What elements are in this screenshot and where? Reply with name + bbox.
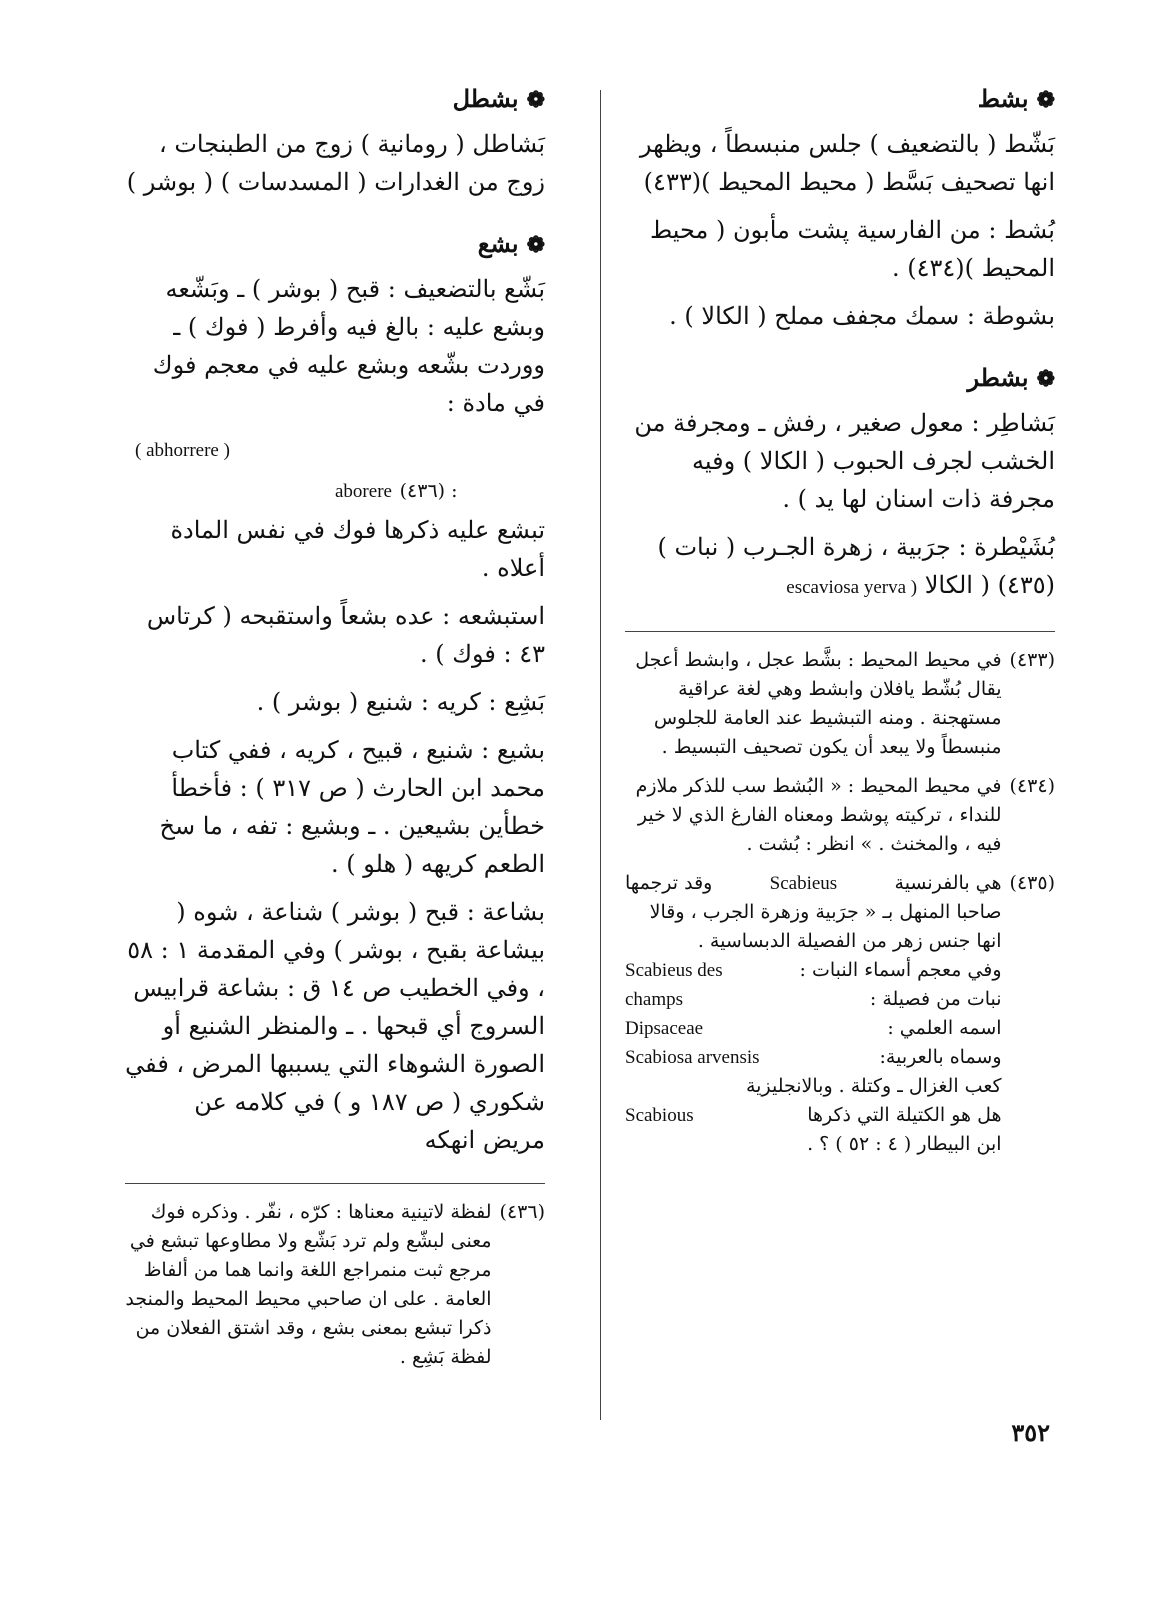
headword-text: بشطر (967, 363, 1029, 392)
paragraph: بشاعة : قبح ( بوشر ) شناعة ، شوه ( بيشاعة بقبح ، بوشر ) وفي المقدمة ١ : ٥٨ ، وفي الخطيب ص ١٤ ق : بشاعة قرابيس السروج أي قبحها . ـ والمنظر الشنيع أو الصورة الشوهاء التي يسببها المرض ، ففي شكوري ( ص ١٨٧ و ) في كلامه عن مريض انهكه (125, 898, 545, 1154)
paragraph: بَشاطِر : معول صغير ، رفش ـ ومجرفة من الخشب لجرف الحبوب ( الكالا ) وفيه مجرفة ذات اسنان لها يد ) . (634, 409, 1055, 513)
footnote-divider (125, 1183, 545, 1184)
headword (625, 359, 1055, 398)
flower-icon: ❁ (526, 87, 545, 113)
headword-text: بشطل (452, 84, 519, 113)
footnote (625, 772, 1055, 859)
footnote-line (625, 985, 1002, 1014)
paragraph: بُشط : من الفارسية پشت مأبون ( محيط المحيط )(٤٣٤) . (650, 216, 1055, 282)
headword-text: بشط (977, 84, 1029, 113)
footnotes (125, 1198, 545, 1372)
page-number: ٣٥٢ (1011, 1418, 1050, 1447)
headword (625, 80, 1055, 119)
paragraph: بَشِع : كريه : شنيع ( بوشر ) . (256, 688, 545, 716)
headword (125, 80, 545, 119)
footnote-text: وسماه بالعربية: (879, 1046, 1002, 1068)
entry-bashtar (625, 359, 1055, 607)
column-divider (600, 90, 601, 1420)
latin-term: aborere (335, 481, 392, 502)
latin-term: ( abhorrere ) (135, 440, 230, 461)
latin-block (125, 432, 545, 511)
footnote-text: وقد ترجمها (625, 872, 713, 894)
entry-bashat (625, 80, 1055, 335)
footnote (625, 869, 1055, 1159)
flower-icon: ❁ (1036, 366, 1055, 392)
paragraph: استبشعه : عده بشعاً واستقبحه ( كرتاس ٤٣ : فوك ) . (146, 602, 545, 668)
flower-icon: ❁ (526, 232, 545, 258)
footnote (125, 1198, 545, 1372)
footnote-text: هي بالفرنسية (894, 872, 1002, 894)
headword (125, 225, 545, 264)
paragraph (625, 528, 1055, 607)
footnote-text: في محيط المحيط : « البُشط سب للذكر ملازم للنداء ، تركيته پوشط ومعناه الفارغ الذي لا خير فيه ، والمخنث . » انظر : بُشت . (635, 775, 1002, 855)
footnote-ref: (٤٣٦) : (399, 480, 458, 502)
footnote-line (625, 1043, 1002, 1072)
footnote-line (625, 869, 1002, 898)
footnote-body (625, 869, 1002, 1159)
paragraph: تبشع عليه ذكرها فوك في نفس المادة أعلاه . (170, 516, 545, 582)
footnote-text: صاحبا المنهل بـ « جرَبية وزهرة الجرب ، وقالا انها جنس زهر من الفصيلة الدبساسية . (649, 901, 1002, 952)
footnote-text: في محيط المحيط : بشَّط عجل ، وابشط أعجل يقال بُشّط يافلان وابشط وهي لغة عراقية مستهجنة . ومنه التبشيط عند العامة للجلوس منبسطاً ولا يبعد أن يكون تصحيف التبسيط . (635, 649, 1002, 758)
footnote-text: لفظة لاتينية معناها : كرّه ، نفّر . وذكره فوك معنى لبشّع ولم ترد بَشّع ولا مطاوعها تبشع في مرجع ثبت منمراجع اللغة وانما هما من ألفاظ العامة . على ان صاحبي محيط المحيط والمنجد ذكرا تبشع بمعنى بشع ، وقد اشتق الفعلان من لفظة بَشِع . (125, 1201, 492, 1368)
footnote-text: وفي معجم أسماء النبات : (799, 959, 1002, 981)
footnote-text: اسمه العلمي : (887, 1017, 1002, 1039)
paragraph: بشيع : شنيع ، قبيح ، كريه ، ففي كتاب محمد ابن الحارث ( ص ٣١٧ ) : فأخطأ خطأين بشيعين . ـ وبشيع : تفه ، ما سخ الطعم كريهه ( هلو ) . (159, 736, 545, 878)
footnote-text: نبات من فصيلة : (869, 988, 1002, 1010)
paragraph: بشوطة : سمك مجفف مملح ( الكالا ) . (669, 302, 1055, 330)
latin-term: escaviosa yerva ) (786, 577, 918, 598)
paragraph: بَشّط ( بالتضعيف ) جلس منبسطاً ، ويظهر انها تصحيف بَسَّط ( محيط المحيط )(٤٣٣) (639, 130, 1055, 196)
paragraph-text: بُشَيْطرة : جرَبية ، زهرة الجـرب ( نبات )(٤٣٥) ( الكالا (657, 533, 1055, 599)
latin-term: Scabieus des (625, 960, 723, 981)
footnotes (625, 646, 1055, 1159)
paragraph: بَشّع بالتضعيف : قبح ( بوشر ) ـ وبَشّعه وبشع عليه : بالغ فيه وأفرط ( فوك ) ـ ووردت بشّعه وبشع عليه في معجم فوك في مادة : (152, 275, 545, 417)
footnote-text: هل هو الكتيلة التي ذكرها (807, 1104, 1002, 1126)
entry-bashaa (125, 225, 545, 1159)
paragraph: بَشاطل ( رومانية ) زوج من الطبنجات ، زوج من الغدارات ( المسدسات ) ( بوشر ) (126, 130, 545, 196)
footnote-text: ابن البيطار ( ٤ : ٥٢ ) ؟ . (807, 1133, 1002, 1155)
footnote-line (625, 1014, 1002, 1043)
latin-line (135, 470, 545, 511)
latin-term: Dipsaceae (625, 1018, 704, 1039)
footnote-text: كعب الغزال ـ وكتلة . وبالانجليزية (746, 1075, 1002, 1097)
footnote (625, 646, 1055, 762)
footnote-divider (625, 631, 1055, 632)
flower-icon: ❁ (1036, 87, 1055, 113)
latin-term: champs (625, 989, 684, 1010)
footnote-line (625, 956, 1002, 985)
entry-bashtal (125, 80, 545, 201)
footnote-number: (٤٣٥) (1009, 872, 1055, 894)
right-column (625, 80, 1055, 1169)
latin-term: Scabiosa arvensis (625, 1047, 760, 1068)
footnote-number: (٤٣٦) (499, 1201, 545, 1223)
footnote-line (625, 1101, 1002, 1130)
footnote-number: (٤٣٣) (1009, 649, 1055, 671)
left-column (125, 80, 545, 1382)
latin-term: Scabieus (769, 873, 838, 894)
footnote-number: (٤٣٤) (1009, 775, 1055, 797)
footnote-line (625, 1072, 1002, 1101)
latin-term: Scabious (625, 1105, 694, 1126)
headword-text: بشع (477, 229, 519, 258)
